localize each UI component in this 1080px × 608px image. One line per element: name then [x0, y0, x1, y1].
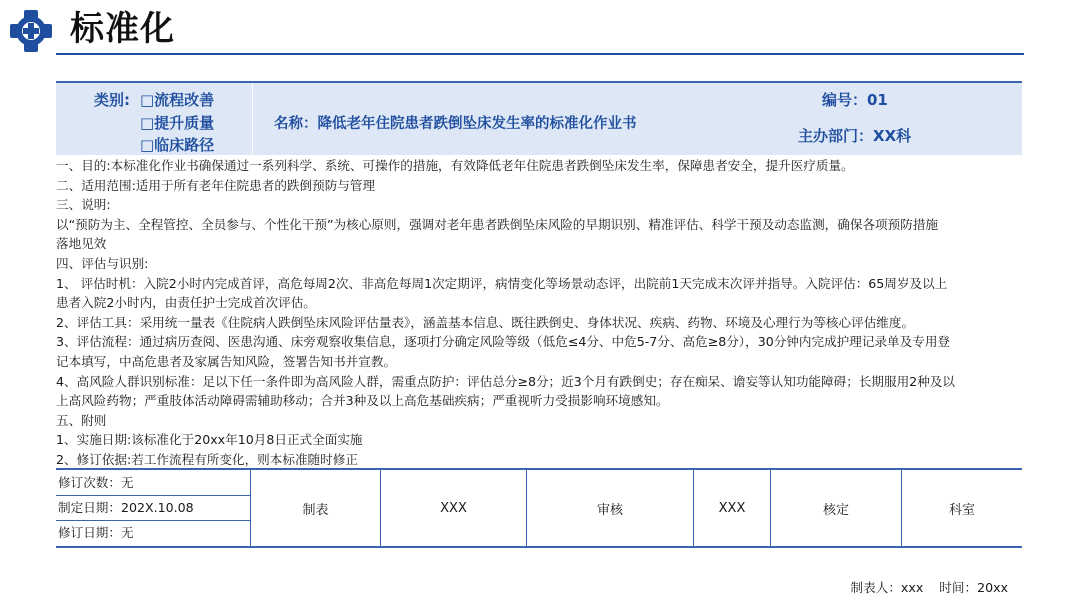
body-line: 二、适用范围:适用于所有老年住院患者的跌倒预防与管理	[56, 177, 376, 193]
revision-count: 修订次数：无	[58, 475, 134, 490]
body-line: 1、实施日期:该标准化于20xx年10月8日正式全面实施	[56, 432, 363, 448]
signoff-label-reviewed: 审核	[527, 470, 694, 546]
footer-time: 时间：20xx	[939, 580, 1008, 595]
body-line: 五、附则	[56, 412, 107, 428]
body-line: 记本填写，中高危患者及家属告知风险，签署告知书并宣教。	[56, 353, 397, 369]
body-line: 上高风险药物；严重肢体活动障碍需辅助移动；合并3种及以上高危基础疾病；严重视听力受损影响环境感知。	[56, 393, 669, 409]
signoff-department: 科室	[948, 502, 975, 518]
document-number: 编号：01	[822, 91, 888, 109]
body-line: 三、说明:	[56, 197, 111, 213]
body-line: 2、修订依据:若工作流程有所变化，则本标准随时修正	[56, 451, 358, 467]
footer-author: 制表人：xxx	[850, 580, 924, 595]
body-line: 1、 评估时机：入院2小时内完成首评，高危每周2次、非高危每周1次定期评，病情变化等场景动态评，出院前1天完成末次评并指导。入院评估：65周岁及以上	[56, 275, 948, 291]
signoff-label-prepared: 制表	[251, 470, 381, 546]
signoff-reviewed-by: XXX	[694, 470, 771, 546]
category-process-improvement: □流程改善	[140, 91, 215, 109]
body-line: 2、评估工具：采用统一量表《住院病人跌倒坠床风险评估量表》，涵盖基本信息、既往跌倒史、身体状况、疾病、药物、环境及心理行为等核心评估维度。	[56, 314, 915, 330]
category-box	[56, 83, 252, 155]
document-info-header	[56, 81, 1022, 155]
category-clinical-pathway: □临床路径	[140, 136, 215, 154]
body-line: 4、高风险人群识别标准：足以下任一条件即为高风险人群，需重点防护：评估总分≥8分；近3个月有跌倒史；存在痴呆、谵妄等认知功能障碍；长期服用2种及以	[56, 373, 955, 389]
created-date: 制定日期：202X.10.08	[58, 500, 194, 515]
body-line: 患者入院2小时内，由责任护士完成首次评估。	[56, 295, 316, 311]
created-date-row	[56, 495, 250, 521]
signoff-prepared-by: XXX	[381, 470, 527, 546]
signoff-table	[56, 468, 1022, 548]
host-department: 主办部门：XX科	[798, 127, 912, 145]
revised-date: 修订日期：无	[58, 525, 134, 540]
revision-info	[56, 470, 251, 546]
body-line: 四、评估与识别:	[56, 255, 149, 271]
footer	[835, 577, 1008, 596]
category-quality-improvement: □提升质量	[140, 114, 215, 132]
document-body	[56, 156, 1022, 470]
body-line: 一、目的:本标准化作业书确保通过一系列科学、系统、可操作的措施，有效降低老年住院患者跌倒坠床发生率，保障患者安全，提升医疗质量。	[56, 158, 854, 173]
title-divider	[56, 53, 1024, 55]
body-line: 落地见效	[56, 236, 107, 252]
page-title: 标准化	[70, 9, 175, 49]
signoff-label-approved: 核定	[771, 470, 902, 546]
revision-count-row	[56, 470, 250, 496]
document-name: 名称：降低老年住院患者跌倒坠床发生率的标准化作业书	[274, 116, 637, 132]
body-line: 以“预防为主、全程管控、全员参与、个性化干预”为核心原则，强调对老年患者跌倒坠床风险的早期识别、精准评估、科学干预及动态监测，确保各项预防措施	[56, 216, 939, 232]
category-label: 类别:	[94, 91, 130, 109]
body-line: 3、评估流程：通过病历查阅、医患沟通、床旁观察收集信息，逐项打分确定风险等级（低危≤4分、中危5-7分、高危≥8分），30分钟内完成护理记录单及专用登	[56, 334, 951, 350]
header-divider	[252, 83, 253, 155]
revised-date-row	[56, 520, 250, 545]
medical-cross-logo-icon	[8, 8, 54, 54]
